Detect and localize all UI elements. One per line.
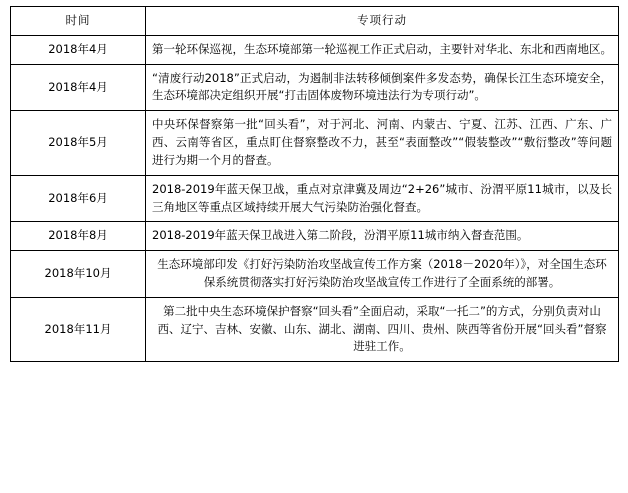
cell-time: 2018年11月: [11, 297, 146, 361]
table-row: [11, 251, 619, 298]
column-header-time: 时间: [11, 7, 146, 36]
cell-action: 生态环境部印发《打好污染防治攻坚战宣传工作方案（2018－2020年）》，对全国生态环保系统贯彻落实打好污染防治攻坚战宣传工作进行了全面系统的部署。: [146, 251, 619, 298]
cell-action: 第一轮环保巡视，生态环境部第一轮巡视工作正式启动，主要针对华北、东北和西南地区。: [146, 35, 619, 64]
table-header-row: [11, 7, 619, 36]
cell-time: 2018年8月: [11, 222, 146, 251]
table-row: [11, 175, 619, 222]
table-header: [11, 7, 619, 36]
cell-time: 2018年4月: [11, 64, 146, 111]
table-row: [11, 111, 619, 175]
cell-action: 第二批中央生态环境保护督察“回头看”全面启动，采取“一托二”的方式，分别负责对山西、辽宁、吉林、安徽、山东、湖北、湖南、四川、贵州、陕西等省份开展“回头看”督察进驻工作。: [146, 297, 619, 361]
table-body: [11, 35, 619, 361]
cell-time: 2018年10月: [11, 251, 146, 298]
cell-time: 2018年4月: [11, 35, 146, 64]
column-header-action: 专项行动: [146, 7, 619, 36]
table-row: [11, 64, 619, 111]
cell-action: “清废行动2018”正式启动，为遏制非法转移倾倒案件多发态势，确保长江生态环境安全，生态环境部决定组织开展“打击固体废物环境违法行为专项行动”。: [146, 64, 619, 111]
cell-action: 中央环保督察第一批“回头看”，对于河北、河南、内蒙古、宁夏、江苏、江西、广东、广西、云南等省区，重点盯住督察整改不力，甚至“表面整改”“假装整改”“敷衍整改”等问题进行为期一个月的督查。: [146, 111, 619, 175]
table-row: [11, 35, 619, 64]
table-row: [11, 222, 619, 251]
cell-action: 2018-2019年蓝天保卫战进入第二阶段，汾渭平原11城市纳入督查范围。: [146, 222, 619, 251]
cell-time: 2018年5月: [11, 111, 146, 175]
table-row: [11, 297, 619, 361]
cell-action: 2018-2019年蓝天保卫战，重点对京津冀及周边“2+26”城市、汾渭平原11城市，以及长三角地区等重点区域持续开展大气污染防治强化督查。: [146, 175, 619, 222]
cell-time: 2018年6月: [11, 175, 146, 222]
special-actions-table: [10, 6, 619, 362]
